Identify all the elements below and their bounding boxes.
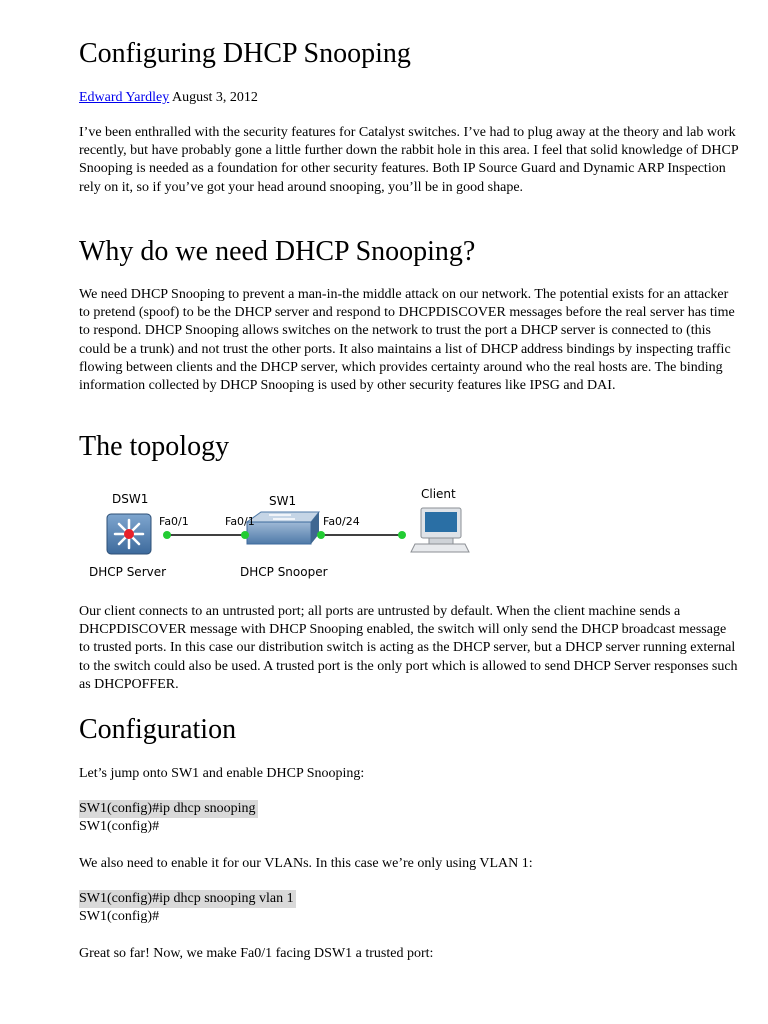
topology-diagram — [79, 482, 499, 582]
byline — [79, 89, 258, 107]
code-line: SW1(config)# — [79, 909, 160, 924]
port-dot-sw1-left — [241, 531, 249, 539]
config-step-2: We also need to enable it for our VLANs. In this case we’re only using VLAN 1: — [79, 856, 533, 871]
sw1-label: SW1 — [269, 494, 297, 508]
port-label-sw1-fa0-24: Fa0/24 — [323, 515, 360, 528]
intro-paragraph: I’ve been enthralled with the security features for Catalyst switches. I’ve had to plug away at the theory and lab work recently, but have probably gone a little further down the rabbit hole in this area. I feel that solid knowledge of DHCP Snooping is needed as a foundation for other security features. Both IP Source Guard and Dynamic ARP Inspection rely on it, so if you’ve got your head around snooping, you’ll be in good shape. — [79, 125, 739, 195]
code-block-2 — [79, 890, 296, 926]
author-link[interactable]: Edward Yardley — [79, 90, 170, 105]
dsw1-multilayer-switch-icon — [107, 514, 151, 554]
client-label: Client — [421, 487, 456, 501]
sw1-role-label: DHCP Snooper — [240, 565, 328, 579]
port-dot-sw1-right — [317, 531, 325, 539]
sw1-switch-icon — [247, 512, 319, 544]
page-title: Configuring DHCP Snooping — [79, 38, 411, 69]
client-computer-icon — [411, 508, 469, 552]
config-step-3: Great so far! Now, we make Fa0/1 facing DSW1 a trusted port: — [79, 946, 434, 961]
section-heading-topology: The topology — [79, 431, 230, 462]
section-heading-why: Why do we need DHCP Snooping? — [79, 236, 476, 267]
why-paragraph: We need DHCP Snooping to prevent a man-in-the middle attack on our network. The potential exists for an attacker to pretend (spoof) to be the DHCP server and respond to DHCPDISCOVER messages before the real server has time to respond. DHCP Snooping allows switches on the network to trust the port a DHCP server is connected to (this could be a trunk) and not trust the other ports. It also maintains a list of DHCP address bindings by inspecting traffic flowing between clients and the DHCP server, which provides certainty around who the real hosts are. The binding information collected by DHCP Snooping is used by other security features like IPSG and DAI. — [79, 287, 735, 394]
section-heading-configuration: Configuration — [79, 714, 237, 745]
code-block-1 — [79, 800, 258, 836]
config-step-1: Let’s jump onto SW1 and enable DHCP Snooping: — [79, 766, 365, 781]
dsw1-role-label: DHCP Server — [89, 565, 167, 579]
port-label-sw1-fa0-1: Fa0/1 — [225, 515, 255, 528]
code-line: SW1(config)#ip dhcp snooping vlan 1 — [79, 891, 294, 906]
port-dot-dsw1 — [163, 531, 171, 539]
port-dot-client — [398, 531, 406, 539]
dsw1-label: DSW1 — [112, 492, 149, 506]
port-label-dsw1-fa0-1: Fa0/1 — [159, 515, 189, 528]
code-line: SW1(config)#ip dhcp snooping — [79, 801, 256, 816]
publish-date: August 3, 2012 — [171, 90, 258, 105]
topology-paragraph: Our client connects to an untrusted port; all ports are untrusted by default. When the client machine sends a DHCPDISCOVER message with DHCP Snooping enabled, the switch will only send the DHCP broadcast message to trusted ports. In this case our distribution switch is acting as the DHCP server, but a DHCP server running external to the switch could also be used. A trusted port is the only port which is allowed to send DHCP Server responses such as DHCPOFFER. — [79, 604, 738, 692]
code-line: SW1(config)# — [79, 819, 160, 834]
